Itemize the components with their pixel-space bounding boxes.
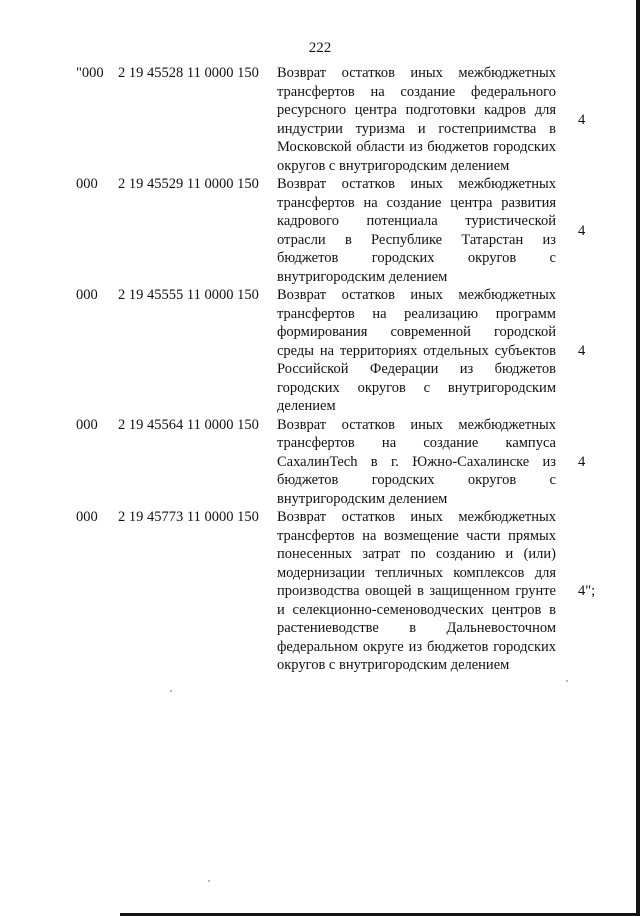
page-number: 222 [308, 40, 332, 56]
code-description: Возврат остатков иных межбюджетных трансфертов на создание кампуса СахалинTech в г. Южно-Сахалинске из бюджетов городских округов с внутригородским делением [277, 416, 556, 507]
budget-code: 2 19 45773 11 0000 150 [118, 509, 259, 525]
budget-code: 2 19 45564 11 0000 150 [118, 416, 259, 433]
classification-table [0, 64, 640, 675]
scan-speck [566, 680, 568, 682]
admin-code: "000 [76, 65, 104, 81]
scan-speck [170, 690, 172, 692]
code-description: Возврат остатков иных межбюджетных трансфертов на возмещение части прямых понесенных затрат по созданию и (или) модернизации тепличных комплексов для производства овощей в защищенном грунте и селекционно-семеноводческих центров в растениеводстве в Дальневосточном федеральном округе из бюджетов городских округов с внутригородским делением [277, 509, 556, 673]
scan-speck [208, 880, 210, 882]
table-row [0, 416, 640, 509]
budget-code: 2 19 45555 11 0000 150 [118, 287, 259, 303]
table-row [0, 286, 640, 416]
admin-code: 000 [76, 416, 98, 433]
group-number: 4 [578, 111, 586, 128]
code-description: Возврат остатков иных межбюджетных трансфертов на реализацию программ формирования современной городской среды на территориях отдельных субъектов Российской Федерации из бюджетов городских округов с внутригородским делением [277, 287, 556, 414]
admin-code: 000 [76, 176, 98, 192]
group-number: 4 [578, 453, 586, 470]
code-description: Возврат остатков иных межбюджетных трансфертов на создание федерального ресурсного центра подготовки кадров для индустрии туризма и гостеприимства в Московской области из бюджетов городских округов с внутригородским делением [277, 65, 556, 174]
group-number: 4 [578, 342, 586, 359]
budget-code: 2 19 45528 11 0000 150 [118, 65, 259, 81]
admin-code: 000 [76, 509, 98, 525]
table-row [0, 508, 640, 675]
admin-code: 000 [76, 287, 98, 303]
group-number: 4"; [578, 583, 596, 599]
table-row [0, 175, 640, 286]
group-number: 4 [578, 222, 586, 239]
code-description: Возврат остатков иных межбюджетных трансфертов на создание центра развития кадрового потенциала туристической отрасли в Республике Татарстан из бюджетов городских округов с внутригородским делением [277, 176, 556, 285]
table-row [0, 64, 640, 175]
budget-code: 2 19 45529 11 0000 150 [118, 176, 259, 192]
